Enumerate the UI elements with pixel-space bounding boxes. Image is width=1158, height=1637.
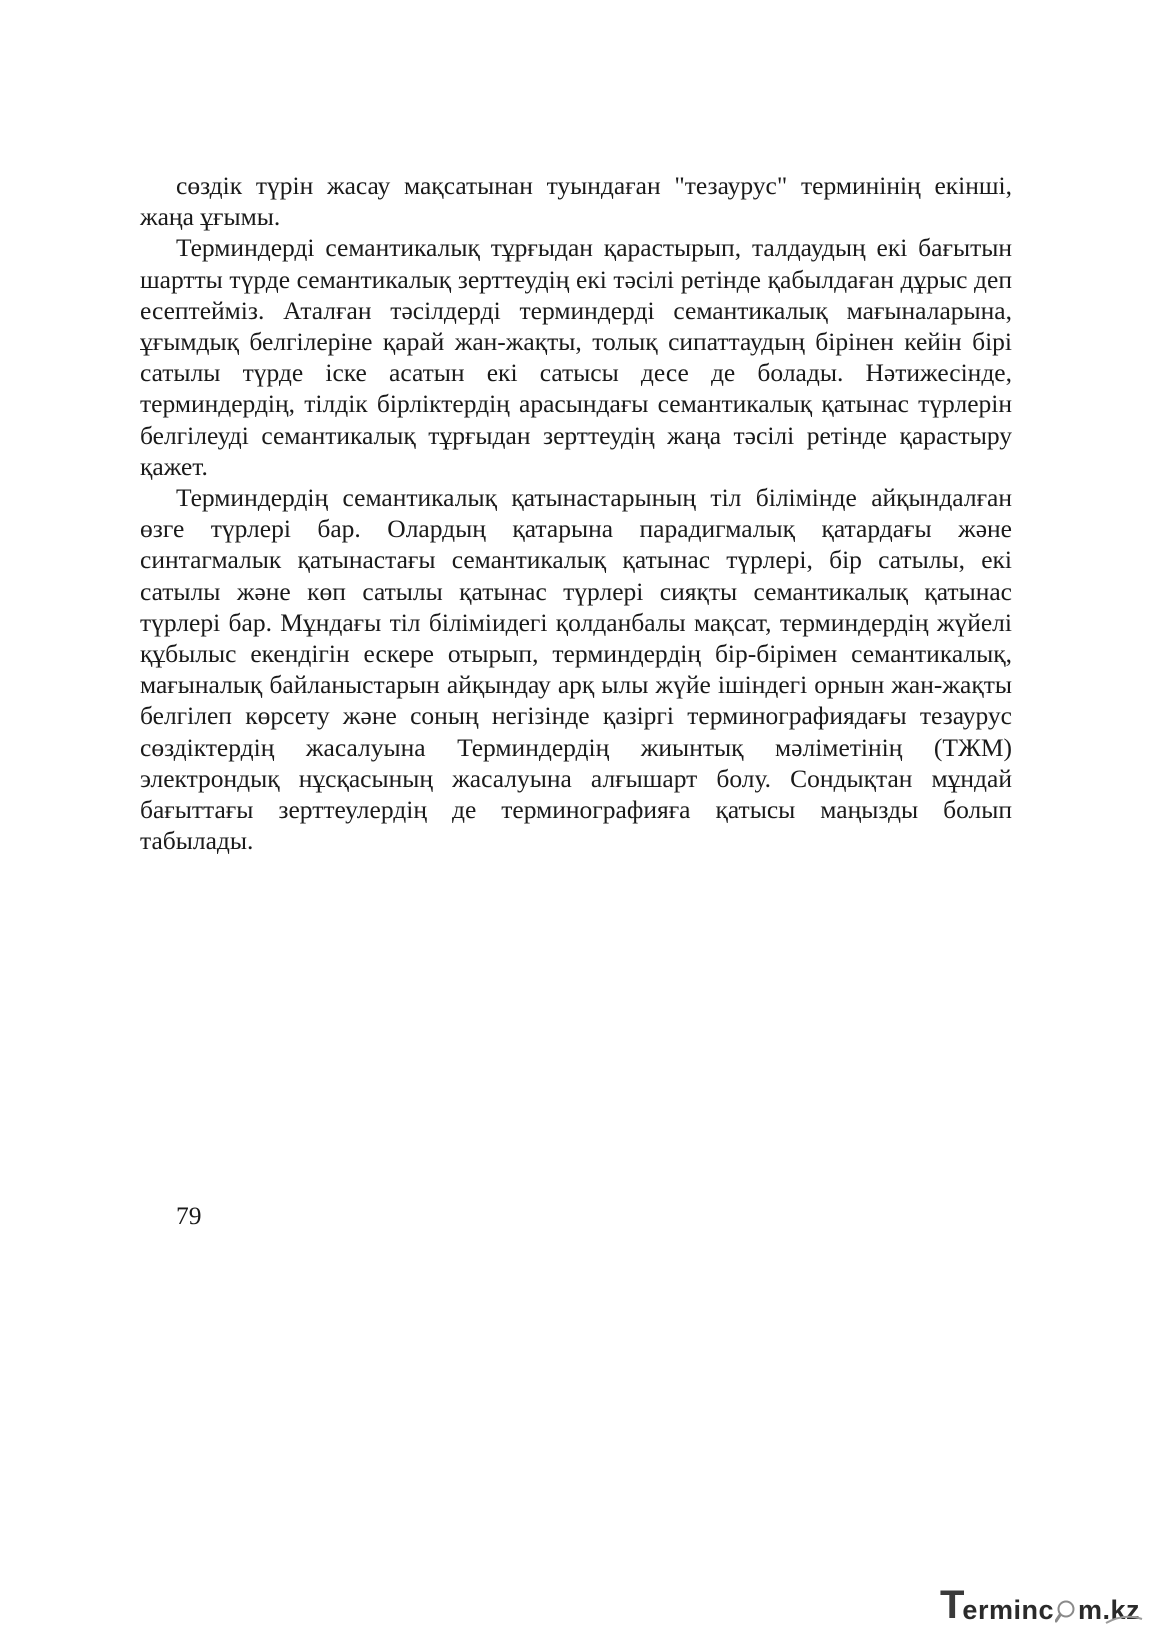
page-number: 79 <box>176 1201 202 1230</box>
body-text <box>140 170 1012 856</box>
paragraph-1: сөздік түрін жасау мақсатынан туындаған "тезаурус" терминінің екінші, жаңа ұғымы. <box>140 171 1012 232</box>
magnifier-icon <box>1055 1599 1077 1625</box>
paragraph-2: Терминдерді семантикалық тұрғыдан қарастырып, талдаудың екі бағытын шартты түрде семантикалық зерттеудің екі тәсілі ретінде қабылдаған дұрыс деп есептейміз. Аталған тәсілдерді терминдерді семантикалық мағыналарына, ұғымдық белгілеріне қарай жан-жақты, толық сипаттаудың бірінен кейін бірі сатылы түрде іске асатын екі сатысы десе де болады. Нәтижесінде, терминдердің, тілдік бірліктердің арасындағы семантикалық қатынас түрлерін белгілеуді семантикалық тұрғыдан зерттеудің жаңа тәсілі ретінде қарастыру қажет. <box>140 233 1012 481</box>
paragraph-3: Терминдердің семантикалық қатынастарының тіл білімінде айқындалған өзге түрлері бар. Олардың қатарына парадигмалық қатардағы және синтагмалык қатынастағы семантикалық қатынас түрлері, бір сатылы, екі сатылы және көп сатылы қатынас түрлері сияқты семантикалық қатынас түрлері бар. Мұндағы тіл біліміидегі қолданбалы мақсат, терминдердің жүйелі құбылыс екендігін ескере отырып, терминдердің бір-бірімен семантикалық, мағыналық байланыстарын айқындау арқ ылы жүйе ішіндегі орнын жан-жақты белгілеп көрсету және соның негізінде қазіргі терминографиядағы тезаурус сөздіктердің жасалуына Терминдердің жиынтық мәліметінің (ТЖМ) электрондық нұсқасының жасалуына алғышарт болу. Сондықтан мұндай бағыттағы зерттеулердің де терминографияға қатысы маңызды болып табылады. <box>140 483 1012 856</box>
watermark-text-part2: m.kz <box>1077 1595 1140 1625</box>
watermark-initial: T <box>939 1583 963 1627</box>
watermark-text-part1: erminc <box>962 1595 1054 1625</box>
site-watermark-logo <box>940 1581 1140 1625</box>
swoosh-icon <box>1104 1611 1144 1625</box>
